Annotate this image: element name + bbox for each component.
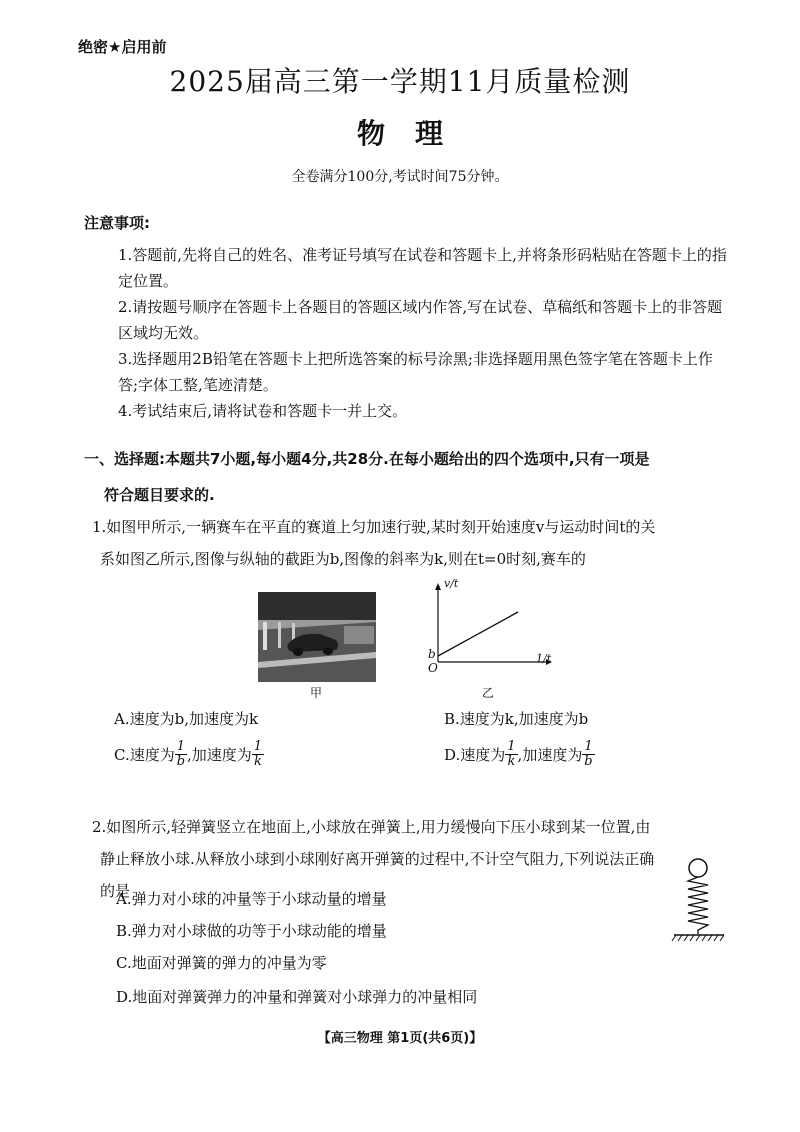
page-footer: 【高三物理 第1页(共6页)】 <box>317 1031 483 1046</box>
figure-a-caption: 甲 <box>310 686 323 700</box>
graph-intercept-label: b <box>428 647 436 661</box>
figure-b-caption: 乙 <box>482 686 495 700</box>
q1-option-d-frac1: $\frac{1}{k}$ <box>507 739 516 769</box>
race-car-photo <box>258 592 376 682</box>
notice-item-2: 2.请按题号顺序在答题卡上各题目的答题区域内作答,写在试卷、草稿纸和答题卡上的非答题区域均无效。 <box>118 298 723 342</box>
q2-text-line1: 2.如图所示,轻弹簧竖立在地面上,小球放在弹簧上,用力缓慢向下压小球到某一位置,由 <box>92 818 651 836</box>
section-heading-cont: 符合题目要求的. <box>104 486 215 504</box>
q1-option-b: B.速度为k,加速度为b <box>444 710 589 728</box>
q2-text-line2: 静止释放小球.从释放小球到小球刚好离开弹簧的过程中,不计空气阻力,下列说法正确 <box>100 850 655 868</box>
q1-text-line2: 系如图乙所示,图像与纵轴的截距为b,图像的斜率为k,则在t=0时刻,赛车的 <box>100 550 586 568</box>
graph-x-axis-label: 1/t <box>536 652 552 665</box>
notice-item-1: 1.答题前,先将自己的姓名、准考证号填写在试卷和答题卡上,并将条形码粘贴在答题卡上的指定位置。 <box>118 246 727 290</box>
q1-option-c-mid: ,加速度为 <box>187 746 252 764</box>
exam-title: 2025届高三第一学期11月质量检测 <box>169 65 631 98</box>
q2-text-line3: 的是 <box>100 882 131 900</box>
spring-ball-figure <box>668 856 732 944</box>
q1-option-a: A.速度为b,加速度为k <box>114 710 259 728</box>
notice-title: 注意事项: <box>84 214 150 232</box>
q1-option-d-prefix: D.速度为 <box>444 746 506 764</box>
q1-option-d-frac2: $\frac{1}{b}$ <box>584 739 593 769</box>
q2-option-c: C.地面对弹簧的弹力的冲量为零 <box>116 954 327 972</box>
q1-option-c-frac1: $\frac{1}{b}$ <box>176 739 186 769</box>
q2-option-d: D.地面对弹簧弹力的冲量和弹簧对小球弹力的冲量相同 <box>116 988 478 1006</box>
q1-option-c-prefix: C.速度为 <box>114 746 175 764</box>
exam-info: 全卷满分100分,考试时间75分钟。 <box>291 169 509 185</box>
q2-option-b: B.弹力对小球做的功等于小球动能的增量 <box>116 922 387 940</box>
q1-option-c <box>114 740 264 769</box>
secret-label: 绝密★启用前 <box>78 38 167 56</box>
q1-option-d <box>444 740 595 769</box>
q1-option-c-frac2: $\frac{1}{k}$ <box>253 739 263 769</box>
velocity-graph <box>418 577 558 680</box>
notice-item-4: 4.考试结束后,请将试卷和答题卡一并上交。 <box>118 402 408 420</box>
graph-origin-label: O <box>428 661 438 675</box>
q2-option-a: A.弹力对小球的冲量等于小球动量的增量 <box>116 890 387 908</box>
q1-option-d-mid: ,加速度为 <box>517 746 583 764</box>
graph-y-axis-label: v/t <box>444 577 459 590</box>
notice-item-3: 3.选择题用2B铅笔在答题卡上把所选答案的标号涂黑;非选择题用黑色签字笔在答题卡上作答;字体工整,笔迹清楚。 <box>118 350 713 394</box>
q1-text-line1: 1.如图甲所示,一辆赛车在平直的赛道上匀加速行驶,某时刻开始速度v与运动时间t的关 <box>92 518 656 536</box>
section-heading: 一、选择题:本题共7小题,每小题4分,共28分.在每小题给出的四个选项中,只有一项是 <box>84 450 650 468</box>
subject-title: 物理 <box>356 117 473 150</box>
